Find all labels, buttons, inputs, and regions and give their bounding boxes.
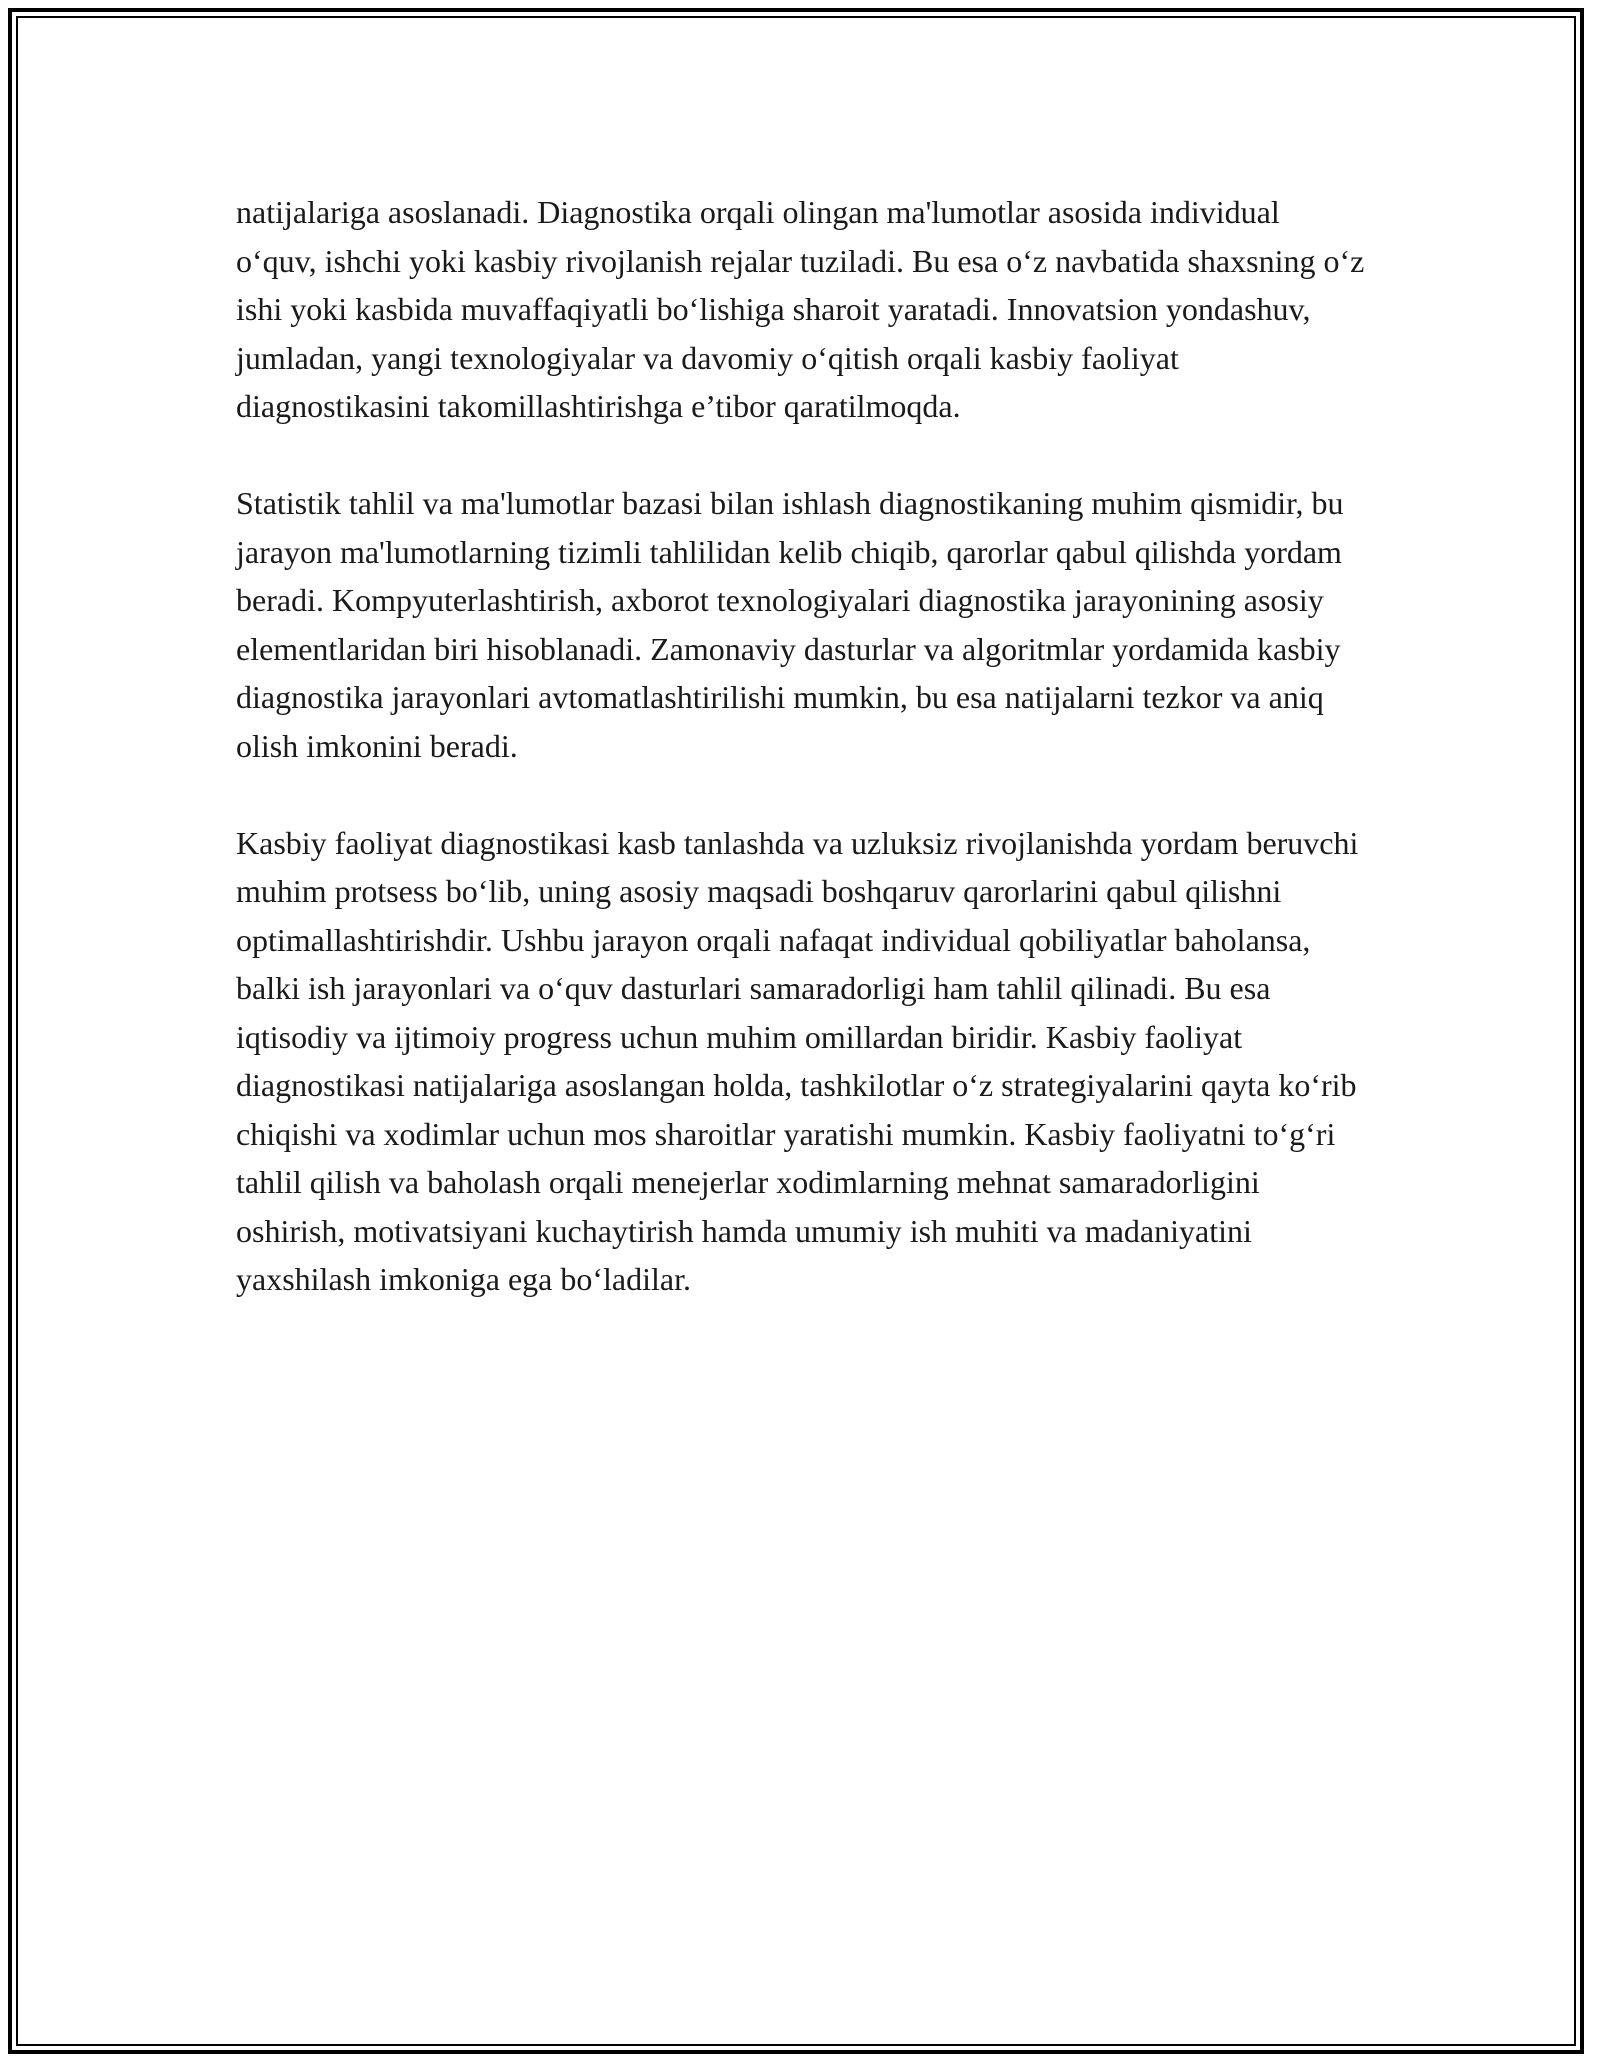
document-body xyxy=(236,188,1366,1352)
paragraph-1: natijalariga asoslanadi. Diagnostika orqali olingan ma'lumotlar asosida individual o‘quv, ishchi yoki kasbiy rivojlanish rejalar tuziladi. Bu esa o‘z navbatida shaxsning o‘z ishi yoki kasbida muvaffaqiyatli bo‘lishiga sharoit yaratadi. Innovatsion yondashuv, jumladan, yangi texnologiyalar va davomiy o‘qitish orqali kasbiy faoliyat diagnostikasini takomillashtirishga e’tibor qaratilmoqda. xyxy=(236,194,1365,424)
paragraph-3: Kasbiy faoliyat diagnostikasi kasb tanlashda va uzluksiz rivojlanishda yordam beruvchi muhim protsess bo‘lib, uning asosiy maqsadi boshqaruv qarorlarini qabul qilishni optimallashtirishdir. Ushbu jarayon orqali nafaqat individual qobiliyatlar baholansa, balki ish jarayonlari va o‘quv dasturlari samaradorligi ham tahlil qilinadi. Bu esa iqtisodiy va ijtimoiy progress uchun muhim omillardan biridir. Kasbiy faoliyat diagnostikasi natijalariga asoslangan holda, tashkilotlar o‘z strategiyalarini qayta ko‘rib chiqishi va xodimlar uchun mos sharoitlar yaratishi mumkin. Kasbiy faoliyatni to‘g‘ri tahlil qilish va baholash orqali menejerlar xodimlarning mehnat samaradorligini oshirish, motivatsiyani kuchaytirish hamda umumiy ish muhiti va madaniyatini yaxshilash imkoniga ega bo‘ladilar. xyxy=(236,824,1359,1297)
paragraph-2: Statistik tahlil va ma'lumotlar bazasi bilan ishlash diagnostikaning muhim qismidir, bu jarayon ma'lumotlarning tizimli tahlilidan kelib chiqib, qarorlar qabul qilishda yordam beradi. Kompyuterlashtirish, axborot texnologiyalari diagnostika jarayonining asosiy elementlaridan biri hisoblanadi. Zamonaviy dasturlar va algoritmlar yordamida kasbiy diagnostika jarayonlari avtomatlashtirilishi mumkin, bu esa natijalarni tezkor va aniq olish imkonini beradi. xyxy=(236,485,1344,764)
